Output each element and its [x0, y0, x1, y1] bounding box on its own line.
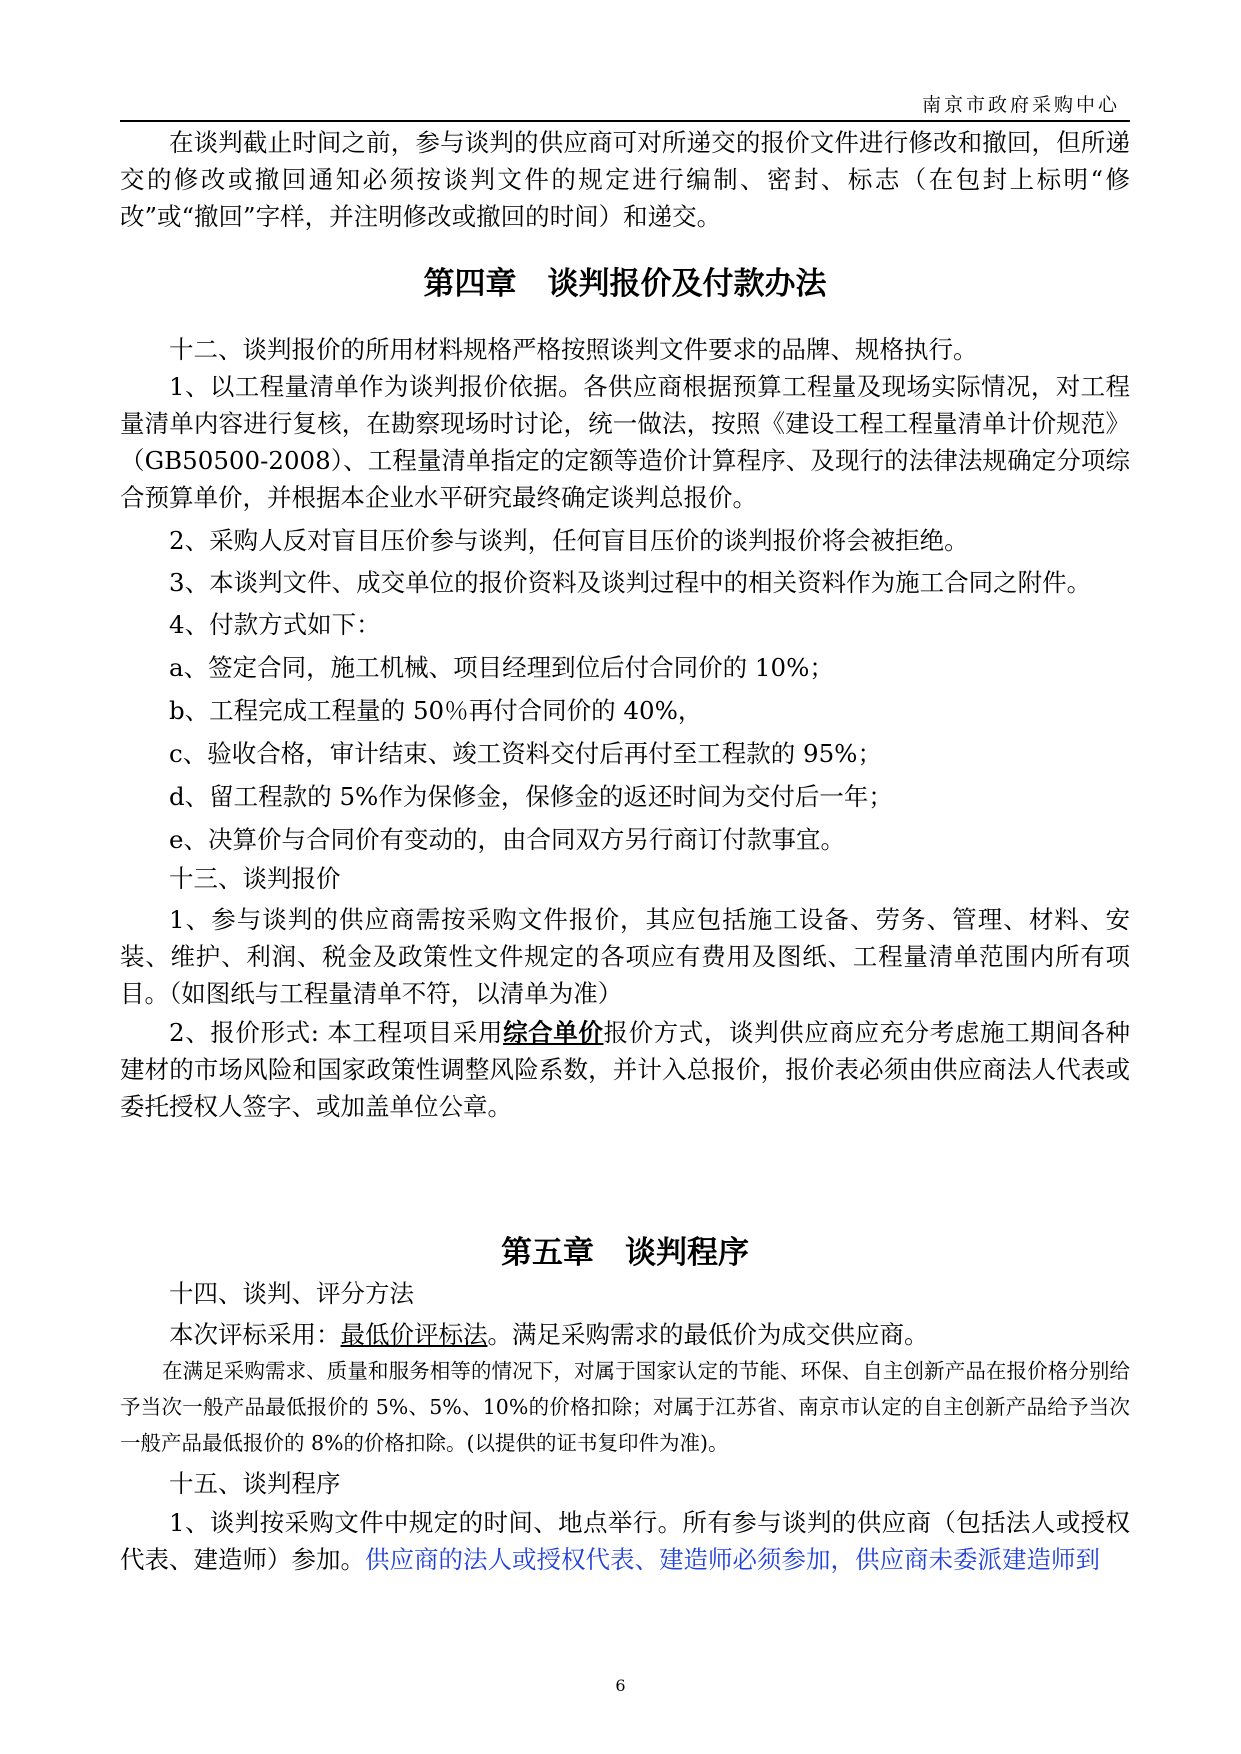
clause-13-2-prefix: 2、报价形式: 本工程项目采用	[169, 1018, 504, 1047]
evaluation-prefix: 本次评标采用：	[169, 1320, 341, 1349]
section-12-heading: 十二、谈判报价的所用材料规格严格按照谈判文件要求的品牌、规格执行。	[169, 335, 978, 364]
payment-item-a: a、签定合同，施工机械、项目经理到位后付合同价的 10%；	[169, 653, 834, 682]
section-15-heading: 十五、谈判程序	[169, 1469, 341, 1498]
clause-15-1-highlight: 供应商的法人或授权代表、建造师必须参加，供应商未委派建造师到	[365, 1545, 1100, 1574]
page-number: 6	[615, 1676, 626, 1695]
clause-12-3: 3、本谈判文件、成交单位的报价资料及谈判过程中的相关资料作为施工合同之附件。	[169, 568, 1092, 597]
clause-15-1	[120, 1504, 1130, 1578]
payment-item-d: d、留工程款的 5%作为保修金，保修金的返还时间为交付后一年；	[169, 782, 893, 811]
evaluation-suffix: 。满足采购需求的最低价为成交供应商。	[487, 1320, 929, 1349]
page-header	[120, 88, 1130, 122]
payment-item-e: e、决算价与合同价有变动的，由合同双方另行商订付款事宜。	[169, 825, 845, 854]
intro-paragraph: 在谈判截止时间之前，参与谈判的供应商可对所递交的报价文件进行修改和撤回，但所递交的修改或撤回通知必须按谈判文件的规定进行编制、密封、标志（在包封上标明“修改”或“撤回”字样，并注明修改或撤回的时间）和递交。	[120, 128, 1130, 231]
clause-13-2-suffix: 报价方式，谈判供应商应充分考虑施工期间各种建材的市场风险和国家政策性调整风险系数，并计入总报价，报价表必须由供应商法人代表或委托授权人签字、或加盖单位公章。	[120, 1018, 1130, 1121]
header-org-name: 南京市政府采购中心	[921, 94, 1120, 116]
clause-12-1: 1、以工程量清单作为谈判报价依据。各供应商根据预算工程量及现场实际情况，对工程量清单内容进行复核，在勘察现场时讨论，统一做法，按照《建设工程工程量清单计价规范》（GB50500-2008）、工程量清单指定的定额等造价计算程序、及现行的法律法规确定分项综合预算单价，并根据本企业水平研究最终确定谈判总报价。	[120, 372, 1130, 512]
evaluation-method-name: 最低价评标法	[340, 1320, 488, 1349]
clause-12-2: 2、采购人反对盲目压价参与谈判，任何盲目压价的谈判报价将会被拒绝。	[169, 526, 969, 555]
chapter-4-title: 第四章 谈判报价及付款办法	[423, 266, 827, 302]
price-deduction-note: 在满足采购需求、质量和服务相等的情况下，对属于国家认定的节能、环保、自主创新产品在报价格分别给予当次一般产品最低报价的 5%、5%、10%的价格扣除；对属于江苏省、南京市认定的自主创新产品给予当次一般产品最低报价的 8%的价格扣除。(以提供的证书复印件为准)。	[120, 1359, 1130, 1455]
evaluation-method	[120, 1316, 1130, 1353]
payment-item-b: b、工程完成工程量的 50％再付合同价的 40%，	[169, 696, 703, 725]
chapter-5-title: 第五章 谈判程序	[501, 1235, 749, 1271]
section-14-heading: 十四、谈判、评分方法	[169, 1279, 414, 1308]
payment-item-c: c、验收合格，审计结束、竣工资料交付后再付至工程款的 95%；	[169, 739, 882, 768]
document-body	[120, 124, 1130, 1578]
clause-13-1: 1、参与谈判的供应商需按采购文件报价，其应包括施工设备、劳务、管理、材料、安装、维护、利润、税金及政策性文件规定的各项应有费用及图纸、工程量清单范围内所有项目。（如图纸与工程量清单不符，以清单为准）	[120, 905, 1130, 1008]
section-13-heading: 十三、谈判报价	[169, 864, 341, 893]
clause-15-1-text: 1、谈判按采购文件中规定的时间、地点举行。所有参与谈判的供应商（包括法人或授权代表、建造师）参加。	[120, 1508, 1130, 1574]
clause-13-2	[120, 1014, 1130, 1125]
pricing-method-highlight: 综合单价	[503, 1018, 604, 1047]
clause-12-4: 4、付款方式如下：	[169, 610, 381, 639]
